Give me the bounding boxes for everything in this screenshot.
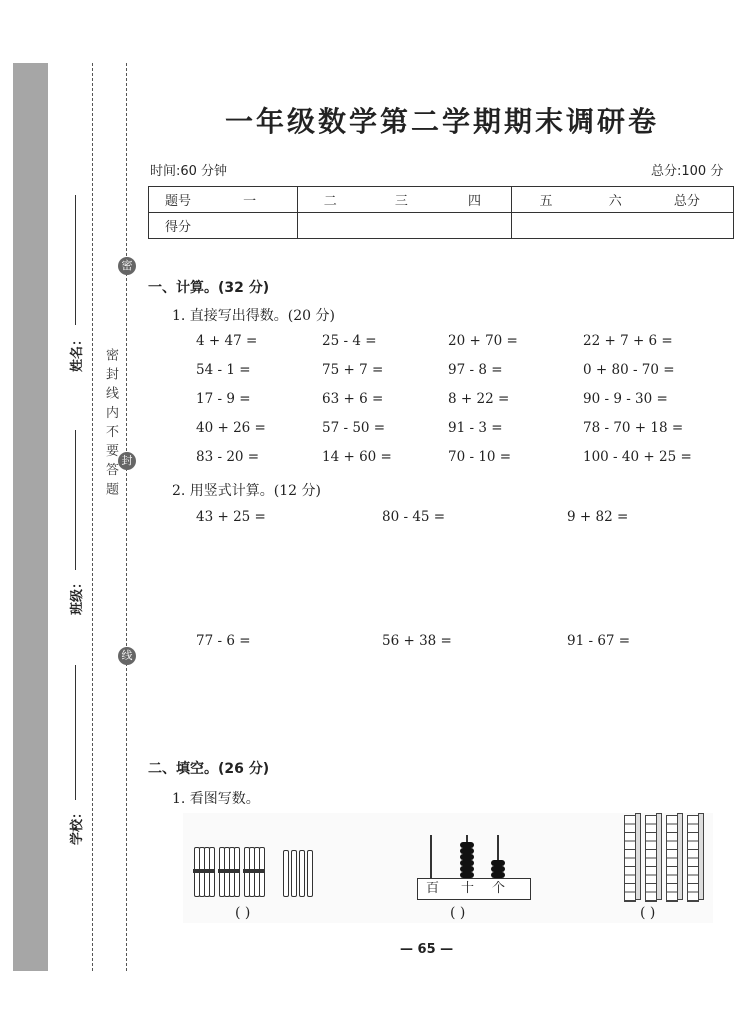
calc-item[interactable]: 57 - 50 = — [322, 420, 386, 436]
calc-item[interactable]: 14 + 60 = — [322, 449, 392, 465]
vertical-calc-item[interactable]: 77 - 6 = — [196, 633, 251, 649]
exam-title: 一年级数学第二学期期末调研卷 — [224, 105, 659, 138]
page-number: — 65 — — [400, 942, 454, 957]
seal-circle-mi: 密 — [118, 257, 136, 275]
answer-blank-1[interactable]: ( ) — [235, 905, 251, 921]
total-score-info: 总分:100 分 — [651, 164, 724, 179]
calc-item[interactable]: 17 - 9 = — [196, 391, 251, 407]
calc-item[interactable]: 100 - 40 + 25 = — [583, 449, 692, 465]
section1-title: 一、计算。(32 分) — [148, 280, 270, 296]
score-table-cell — [511, 187, 733, 213]
calc-item[interactable]: 97 - 8 = — [448, 362, 503, 378]
class-field[interactable] — [75, 430, 76, 570]
score-table — [148, 186, 734, 239]
school-label: 学校： — [70, 805, 85, 845]
score-cell-1-4[interactable] — [297, 213, 511, 239]
s2-q1-title: 1. 看图写数。 — [172, 791, 260, 807]
score-header-5: 五 — [539, 194, 553, 209]
cut-line-2 — [126, 63, 127, 971]
abacus-bead — [491, 860, 505, 866]
abacus-label-hundreds: 百 — [426, 881, 440, 896]
score-header-2: 二 — [323, 194, 337, 209]
abacus-bead — [460, 842, 474, 848]
score-header-total: 总分 — [673, 194, 700, 209]
calc-item[interactable]: 4 + 47 = — [196, 333, 258, 349]
score-header-1: 一 — [243, 194, 257, 209]
calc-item[interactable]: 78 - 70 + 18 = — [583, 420, 684, 436]
school-field[interactable] — [75, 665, 76, 800]
vertical-calc-item[interactable]: 43 + 25 = — [196, 509, 266, 525]
score-table-header-row — [149, 187, 734, 213]
calc-item[interactable]: 90 - 9 - 30 = — [583, 391, 668, 407]
vertical-calc-item[interactable]: 56 + 38 = — [382, 633, 452, 649]
seal-note: 密 封 线 内 不 要 答 题 — [103, 348, 118, 496]
calc-item[interactable]: 54 - 1 = — [196, 362, 251, 378]
score-row-label: 得分 — [149, 213, 298, 239]
calc-item[interactable]: 83 - 20 = — [196, 449, 260, 465]
q1-title: 1. 直接写出得数。(20 分) — [172, 308, 335, 324]
abacus-label-tens: 十 — [461, 881, 475, 896]
class-label: 班级： — [70, 575, 85, 615]
score-header-label: 题号 — [165, 194, 192, 209]
score-table-cell — [149, 187, 298, 213]
name-label: 姓名： — [70, 332, 85, 372]
abacus-bead — [460, 866, 474, 872]
vertical-calc-item[interactable]: 80 - 45 = — [382, 509, 446, 525]
abacus-bead — [460, 854, 474, 860]
abacus-base — [417, 878, 531, 900]
vertical-calc-item[interactable]: 91 - 67 = — [567, 633, 631, 649]
score-header-4: 四 — [468, 194, 482, 209]
calc-item[interactable]: 22 + 7 + 6 = — [583, 333, 673, 349]
section2-title: 二、填空。(26 分) — [148, 761, 270, 777]
score-header-6: 六 — [608, 194, 622, 209]
cut-line-1 — [92, 63, 93, 971]
abacus-bead — [491, 866, 505, 872]
abacus-bead — [460, 848, 474, 854]
answer-blank-2[interactable]: ( ) — [450, 905, 466, 921]
seal-circle-xian: 线 — [118, 647, 136, 665]
calc-item[interactable]: 63 + 6 = — [322, 391, 384, 407]
answer-blank-3[interactable]: ( ) — [640, 905, 656, 921]
calc-item[interactable]: 75 + 7 = — [322, 362, 384, 378]
time-info: 时间:60 分钟 — [150, 164, 228, 179]
seal-circle-feng: 封 — [118, 452, 136, 470]
calc-item[interactable]: 20 + 70 = — [448, 333, 518, 349]
score-header-3: 三 — [394, 194, 408, 209]
q2-title: 2. 用竖式计算。(12 分) — [172, 483, 321, 499]
score-table-score-row — [149, 213, 734, 239]
calc-item[interactable]: 70 - 10 = — [448, 449, 512, 465]
calc-item[interactable]: 25 - 4 = — [322, 333, 377, 349]
score-table-cell — [297, 187, 511, 213]
calc-item[interactable]: 40 + 26 = — [196, 420, 266, 436]
abacus-label-ones: 个 — [492, 881, 506, 896]
calc-item[interactable]: 91 - 3 = — [448, 420, 503, 436]
calc-item[interactable]: 8 + 22 = — [448, 391, 510, 407]
abacus-bead — [460, 860, 474, 866]
calc-item[interactable]: 0 + 80 - 70 = — [583, 362, 675, 378]
name-field[interactable] — [75, 195, 76, 325]
score-cell-5-total[interactable] — [511, 213, 733, 239]
vertical-calc-item[interactable]: 9 + 82 = — [567, 509, 629, 525]
binding-strip — [13, 63, 48, 971]
